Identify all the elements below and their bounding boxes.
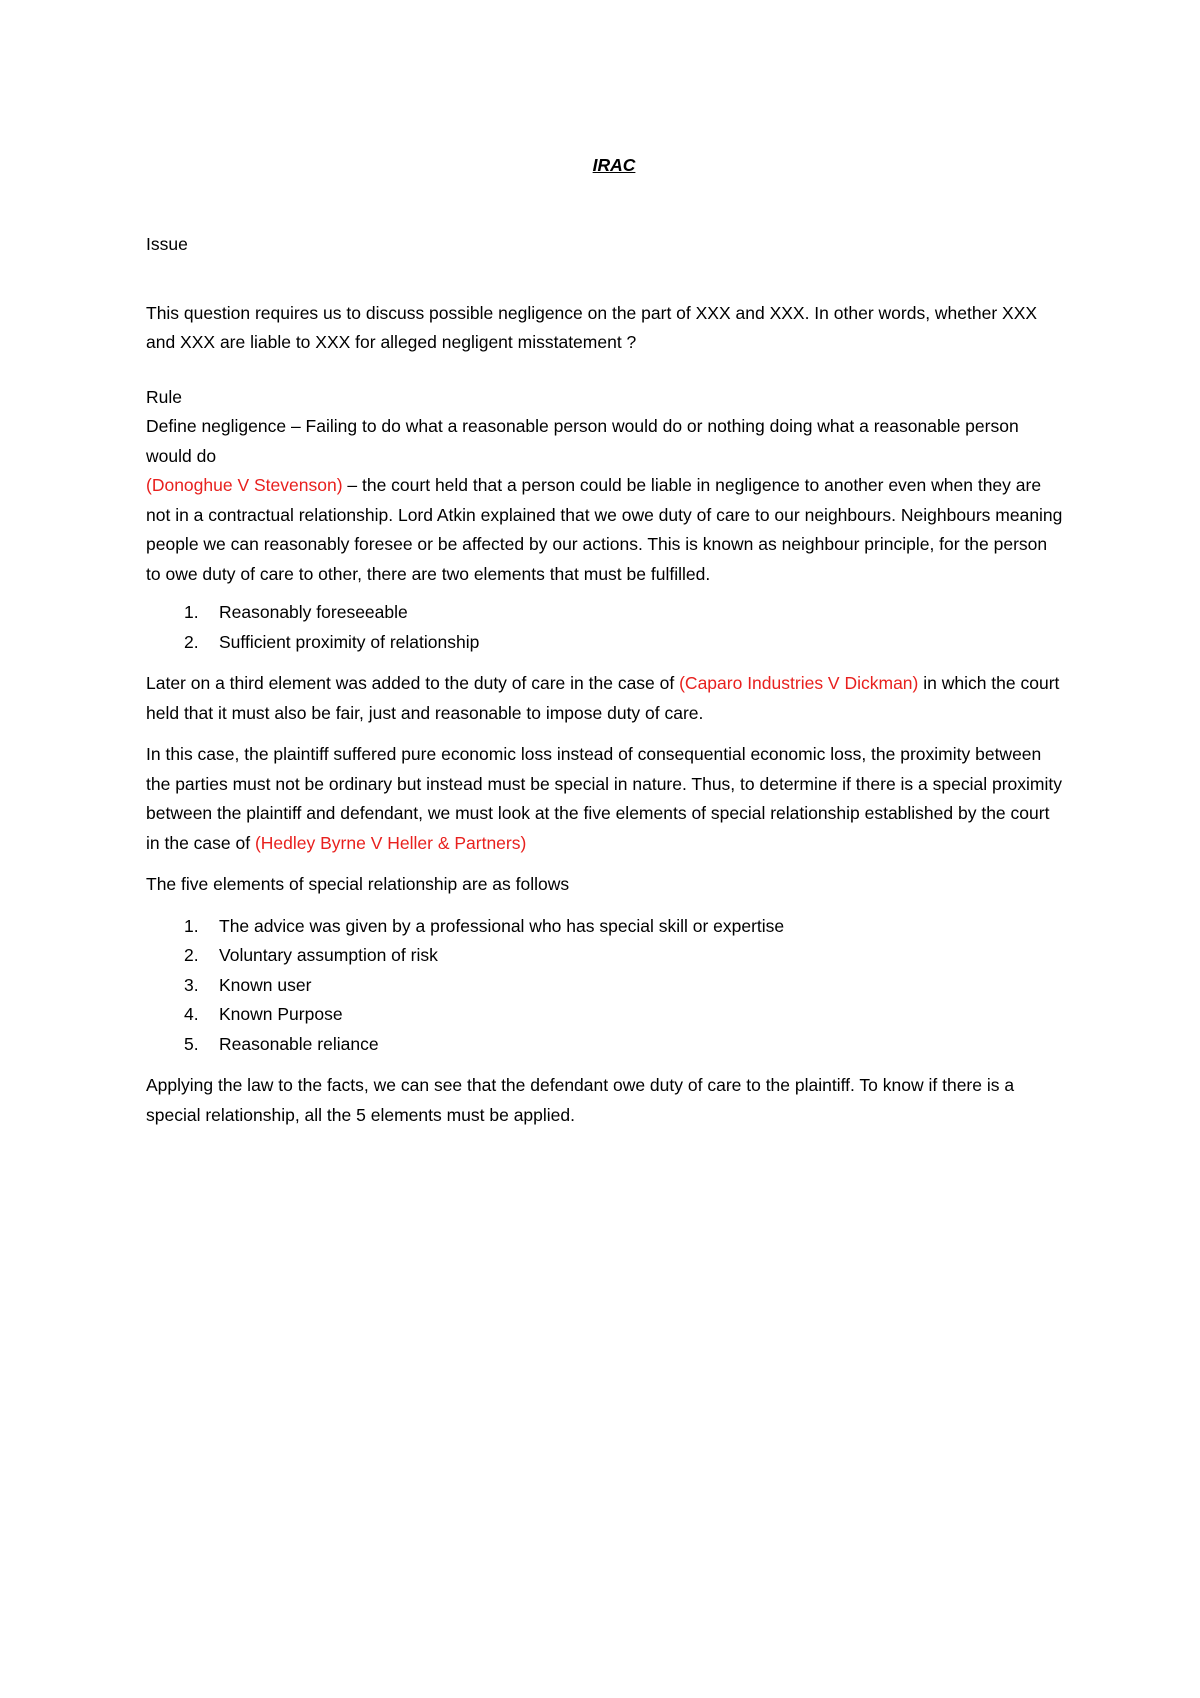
list-number: 3. [184, 974, 199, 995]
list-item [146, 1000, 1066, 1030]
duty-elements-list [146, 598, 1066, 657]
applying-paragraph: Applying the law to the facts, we can see that the defendant owe duty of care to the plaintiff. To know if there is a special relationship, all the 5 elements must be applied. [146, 1075, 1015, 1125]
hedley-paragraph [146, 740, 1066, 858]
list-item [146, 628, 1066, 658]
issue-heading: Issue [146, 234, 188, 254]
case-citation-hedley: (Hedley Byrne V Heller & Partners) [254, 832, 527, 853]
list-number: 5. [184, 1033, 199, 1054]
five-elements-intro: The five elements of special relationship are as follows [146, 874, 570, 894]
list-number: 4. [184, 1004, 199, 1024]
donoghue-paragraph [146, 471, 1066, 589]
special-relationship-list [146, 912, 1066, 1060]
list-item-label: Known user [219, 974, 312, 995]
issue-paragraph: This question requires us to discuss possible negligence on the part of XXX and XXX. In other words, whether XXX and XXX are liable to XXX for alleged negligent misstatement ? [146, 302, 1038, 352]
list-number: 1. [184, 915, 199, 936]
list-number: 1. [184, 602, 199, 622]
rule-heading: Rule [146, 386, 182, 407]
list-item [146, 941, 1066, 971]
document-title: IRAC [592, 155, 636, 175]
list-item-label: The advice was given by a professional who has special skill or expertise [219, 915, 785, 936]
document-body [146, 150, 1066, 1130]
list-item-label: Sufficient proximity of relationship [219, 631, 480, 652]
list-item-label: Reasonably foreseeable [219, 602, 408, 622]
case-citation-donoghue: (Donoghue V Stevenson) [146, 475, 343, 495]
list-item [146, 598, 1066, 628]
caparo-post-text: in which the court held that it must also be fair, just and reasonable to impose duty of care. [146, 673, 1060, 723]
caparo-paragraph [146, 669, 1066, 728]
negligence-definition: Define negligence – Failing to do what a reasonable person would do or nothing doing what a reasonable person would do [146, 416, 1019, 466]
list-number: 2. [184, 945, 199, 965]
list-item-label: Reasonable reliance [219, 1033, 379, 1054]
list-item-label: Known Purpose [219, 1004, 343, 1024]
case-citation-caparo: (Caparo Industries V Dickman) [679, 673, 919, 693]
list-item [146, 912, 1066, 942]
hedley-pre-text: In this case, the plaintiff suffered pure economic loss instead of consequential economic loss, the proximity between the parties must not be ordinary but instead must be special in nature. Thus, to determine if there is a special proximity between the plaintiff and defendant, we must look at the five elements of special relationship established by the court in the case of [146, 744, 1062, 853]
list-item [146, 1030, 1066, 1060]
list-item-label: Voluntary assumption of risk [219, 945, 438, 965]
list-number: 2. [184, 631, 199, 652]
caparo-pre-text: Later on a third element was added to the duty of care in the case of [146, 673, 680, 693]
list-item [146, 971, 1066, 1001]
donoghue-text: – the court held that a person could be liable in negligence to another even when they are not in a contractual relationship. Lord Atkin explained that we owe duty of care to our neighbours. Neighbours meaning people we can reasonably foresee or be affected by our actions. This is known as neighbour principle, for the person to owe duty of care to other, there are two elements that must be fulfilled. [146, 475, 1063, 584]
